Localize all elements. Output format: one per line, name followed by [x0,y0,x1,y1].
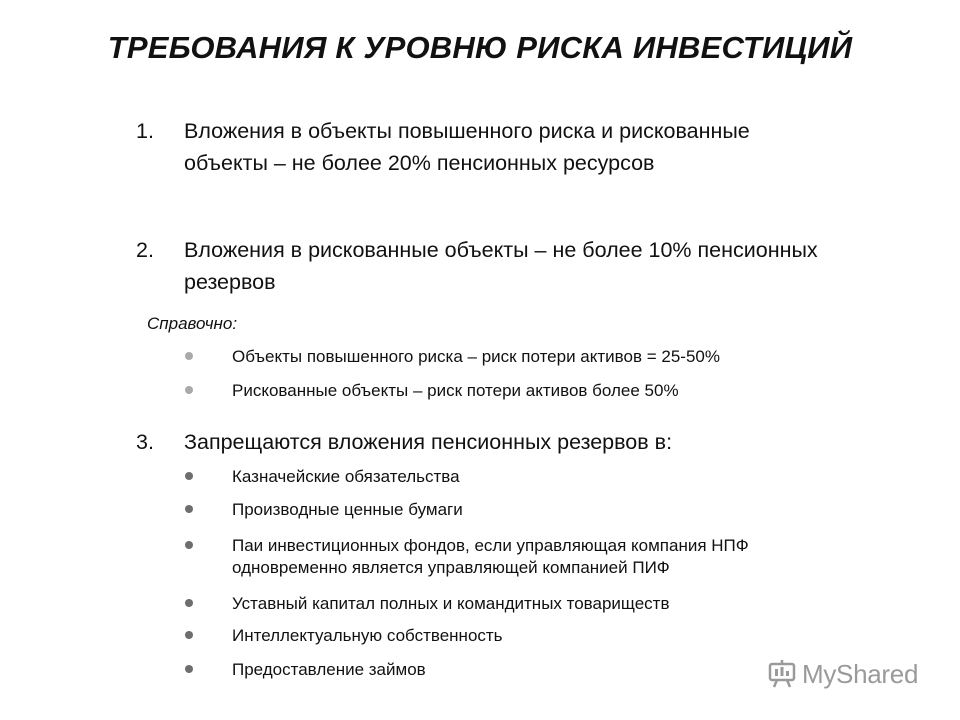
prohibited-bullet: Паи инвестиционных фондов, если управляющая компания НПФ одновременно является управляющей компанией ПИФ [185,535,845,579]
reference-bullet: Рискованные объекты – риск потери активов более 50% [185,380,845,402]
item-number: 3. [136,430,154,454]
item-number: 1. [136,119,154,143]
prohibited-bullet: Производные ценные бумаги [185,499,845,521]
list-item-2 [136,234,856,298]
prohibited-bullet: Интеллектуальную собственность [185,625,845,647]
bullet-dot-icon [185,472,193,480]
item-text: Запрещаются вложения пенсионных резервов в: [184,430,673,454]
bullet-dot-icon [185,665,193,673]
reference-bullet: Объекты повышенного риска – риск потери активов = 25-50% [185,346,845,368]
list-item-3 [136,426,856,458]
presentation-board-icon [766,658,798,690]
bullet-dot-icon [185,599,193,607]
bullet-dot-icon [185,386,193,394]
reference-note-label: Справочно: [147,314,238,333]
bullet-dot-icon [185,352,193,360]
item-number: 2. [136,238,154,262]
bullet-dot-icon [185,631,193,639]
prohibited-bullet: Уставный капитал полных и командитных товариществ [185,593,845,615]
prohibited-bullet: Казначейские обязательства [185,466,845,488]
watermark-logo [766,656,926,692]
item-text: Вложения в объекты повышенного риска и рискованные объекты – не более 20% пенсионных ресурсов [184,119,750,175]
item-text: Вложения в рискованные объекты – не более 10% пенсионных резервов [184,238,818,294]
watermark-text: MyShared [802,658,919,689]
bullet-dot-icon [185,541,193,549]
list-item-1 [136,115,856,179]
slide-title: ТРЕБОВАНИЯ К УРОВНЮ РИСКА ИНВЕСТИЦИЙ [107,30,853,65]
prohibited-bullet: Предоставление займов [185,659,845,681]
bullet-dot-icon [185,505,193,513]
